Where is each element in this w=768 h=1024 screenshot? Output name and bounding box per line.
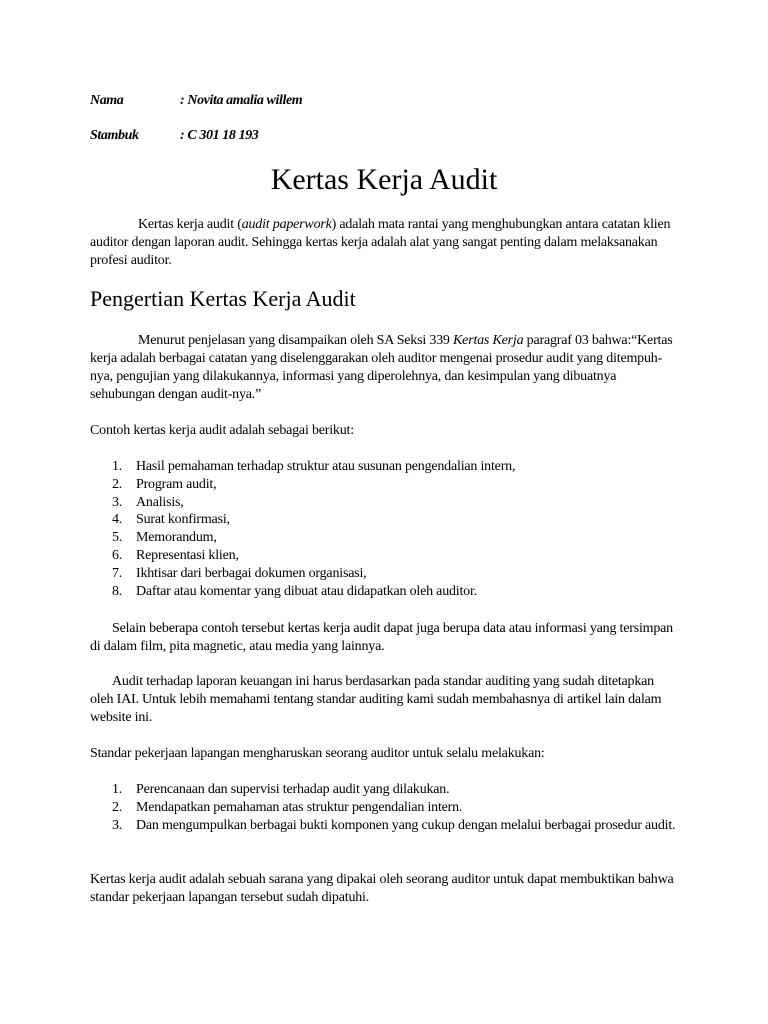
name-label: Nama bbox=[90, 93, 124, 108]
film-paragraph: Selain beberapa contoh tersebut kertas kerja audit dapat juga berupa data atau informasi yang tersimpan di dalam film, pita magnetic, atau media yang lainnya. bbox=[90, 621, 673, 654]
list-number: 3. bbox=[112, 817, 123, 833]
list-text: Memorandum, bbox=[136, 530, 217, 546]
list-number: 8. bbox=[112, 583, 123, 599]
list-item bbox=[90, 817, 680, 835]
list-text: Ikhtisar dari berbagai dokumen organisasi, bbox=[136, 565, 367, 581]
list-number: 2. bbox=[112, 476, 123, 492]
intro-paragraph bbox=[90, 216, 680, 270]
list-number: 3. bbox=[112, 494, 123, 510]
intro-text-italic: audit paperwork bbox=[241, 217, 332, 232]
list-text: Program audit, bbox=[136, 476, 217, 492]
list-text: Daftar atau komentar yang dibuat atau didapatkan oleh auditor. bbox=[136, 583, 477, 599]
standard-paragraph: Audit terhadap laporan keuangan ini harus berdasarkan pada standar auditing yang sudah ditetapkan oleh IAI. Untuk lebih memahami tentang standar auditing kami sudah membahasnya di artikel lain dalam website ini. bbox=[90, 674, 662, 725]
list-text: Hasil pemahaman terhadap struktur atau susunan pengendalian intern, bbox=[136, 459, 516, 474]
list-item bbox=[90, 565, 680, 583]
list-number: 4. bbox=[112, 512, 123, 528]
name-row bbox=[90, 93, 302, 109]
list-number: 1. bbox=[112, 782, 123, 797]
definition-text-post: paragraf 03 bahwa:“Kertas kerja adalah berbagai catatan yang diselenggarakan oleh auditor mengenai prosedur audit yang ditempuh-nya, pengujian yang dilakukannya, informasi yang diperolehnya, dan kesimpulan yang dibuatnya sehubungan dengan audit-nya.” bbox=[90, 333, 673, 402]
examples-list bbox=[90, 458, 680, 600]
field-list bbox=[90, 781, 680, 834]
list-item bbox=[90, 476, 680, 494]
list-text: Dan mengumpulkan berbagai bukti komponen yang cukup dengan melalui berbagai prosedur audit. bbox=[136, 817, 676, 833]
list-number: 5. bbox=[112, 530, 123, 546]
definition-text-pre: Menurut penjelasan yang disampaikan oleh SA Seksi 339 bbox=[138, 333, 454, 348]
field-intro: Standar pekerjaan lapangan mengharuskan seorang auditor untuk selalu melakukan: bbox=[90, 746, 545, 761]
intro-text-post: ) adalah mata rantai yang menghubungkan antara catatan klien auditor dengan laporan audit. Sehingga kertas kerja adalah alat yang sangat penting dalam melaksanakan profesi auditor. bbox=[90, 217, 671, 268]
stambuk-value: : C 301 18 193 bbox=[180, 128, 259, 143]
intro-text-pre: Kertas kerja audit ( bbox=[138, 217, 242, 232]
list-text: Mendapatkan pemahaman atas struktur pengendalian intern. bbox=[136, 799, 463, 815]
definition-text-italic: Kertas Kerja bbox=[453, 333, 524, 348]
list-item bbox=[90, 458, 680, 476]
definition-paragraph bbox=[90, 332, 680, 404]
list-item bbox=[90, 799, 680, 817]
list-text: Analisis, bbox=[136, 494, 184, 510]
list-item bbox=[90, 781, 680, 799]
list-item bbox=[90, 583, 680, 601]
section-heading: Pengertian Kertas Kerja Audit bbox=[90, 286, 356, 311]
document-title: Kertas Kerja Audit bbox=[270, 163, 498, 196]
list-item bbox=[90, 494, 680, 512]
stambuk-row bbox=[90, 128, 258, 144]
list-number: 1. bbox=[112, 459, 123, 474]
list-text: Representasi klien, bbox=[136, 547, 239, 563]
closing-paragraph: Kertas kerja audit adalah sebuah sarana yang dipakai oleh seorang auditor untuk dapat membuktikan bahwa standar pekerjaan lapangan tersebut sudah dipatuhi. bbox=[90, 872, 674, 905]
stambuk-label: Stambuk bbox=[90, 128, 139, 143]
list-text: Surat konfirmasi, bbox=[136, 512, 230, 528]
examples-intro: Contoh kertas kerja audit adalah sebagai berikut: bbox=[90, 423, 354, 438]
list-item bbox=[90, 511, 680, 529]
list-item bbox=[90, 547, 680, 565]
list-number: 7. bbox=[112, 565, 123, 581]
list-text: Perencanaan dan supervisi terhadap audit yang dilakukan. bbox=[136, 782, 450, 797]
name-value: : Novita amalia willem bbox=[180, 93, 303, 108]
list-item bbox=[90, 529, 680, 547]
list-number: 6. bbox=[112, 547, 123, 563]
list-number: 2. bbox=[112, 799, 123, 815]
